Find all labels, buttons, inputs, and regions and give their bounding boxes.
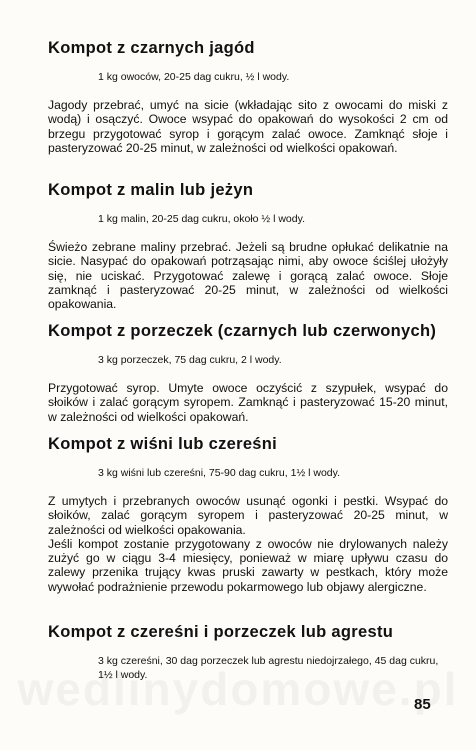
recipe-paragraph: Jeśli kompot zostanie przygotowany z owoców nie drylowanych należy zużyć go w ciągu 3-4 miesięcy, ponieważ w miarę upływu czasu do zalewy przenika trujący kwas pruski zawarty w pestkach, który może wywołać podrażnienie przewodu pokarmowego lub objawy alergiczne.	[48, 536, 448, 594]
recipe-ingredients: 3 kg wiśni lub czereśni, 75-90 dag cukru, 1½ l wody.	[98, 467, 341, 479]
recipe-paragraph: Przygotować syrop. Umyte owoce oczyścić z szypułek, wsypać do słoików i zalać gorącym syropem. Zamknąć i pasteryzować 15-20 minut, w zależności od wielkości opakowań.	[48, 381, 448, 424]
recipe-black-blueberries	[48, 38, 448, 155]
recipe-title: Kompot z czereśni i porzeczek lub agrestu	[48, 623, 394, 641]
recipe-instructions	[48, 494, 448, 594]
recipe-instructions	[48, 240, 448, 311]
recipe-instructions	[48, 98, 448, 155]
recipe-currants	[48, 321, 448, 424]
recipe-ingredients: 3 kg porzeczek, 75 dag cukru, 2 l wody.	[98, 354, 282, 366]
recipe-cherries	[48, 434, 448, 594]
recipe-raspberries	[48, 180, 448, 311]
page-number: 85	[414, 696, 431, 713]
recipe-title: Kompot z czarnych jagód	[48, 39, 255, 57]
recipe-ingredients: 3 kg czereśni, 30 dag porzeczek lub agrestu niedojrzałego, 45 dag cukru, 1½ l wody.	[98, 655, 439, 681]
recipe-paragraph: Z umytych i przebranych owoców usunąć ogonki i pestki. Wsypać do słoików, zalać gorącym syropem i pasteryzować 20-25 minut, w zależności od wielkości opakowania.	[48, 494, 448, 537]
recipe-ingredients: 1 kg owoców, 20-25 dag cukru, ½ l wody.	[98, 71, 290, 83]
recipe-title: Kompot z wiśni lub czereśni	[48, 435, 278, 453]
recipe-cherries-currants-gooseberries	[48, 622, 448, 682]
recipe-title: Kompot z malin lub jeżyn	[48, 181, 254, 199]
recipe-title: Kompot z porzeczek (czarnych lub czerwonych)	[48, 322, 437, 340]
recipe-paragraph: Jagody przebrać, umyć na sicie (wkładając sito z owocami do miski z wodą) i osączyć. Owoce wsypać do opakowań do wysokości 2 cm od brzegu przygotować syrop i gorącym zalać owoce. Zamknąć słoje i pasteryzować 20-25 minut, w zależności od wielkości opakowań.	[48, 98, 448, 155]
recipe-instructions	[48, 381, 448, 424]
recipe-ingredients: 1 kg malin, 20-25 dag cukru, około ½ l wody.	[98, 213, 306, 225]
recipe-paragraph: Świeżo zebrane maliny przebrać. Jeżeli są brudne opłukać delikatnie na sicie. Nasypać do opakowań potrząsając nimi, aby owoce ściślej ułożyły się, nie uciskać. Przygotować zalewę i gorącą zalać owoce. Słoje zamknąć i pasteryzować 20-25 minut, w zależności od wielkości opakowania.	[48, 240, 448, 312]
